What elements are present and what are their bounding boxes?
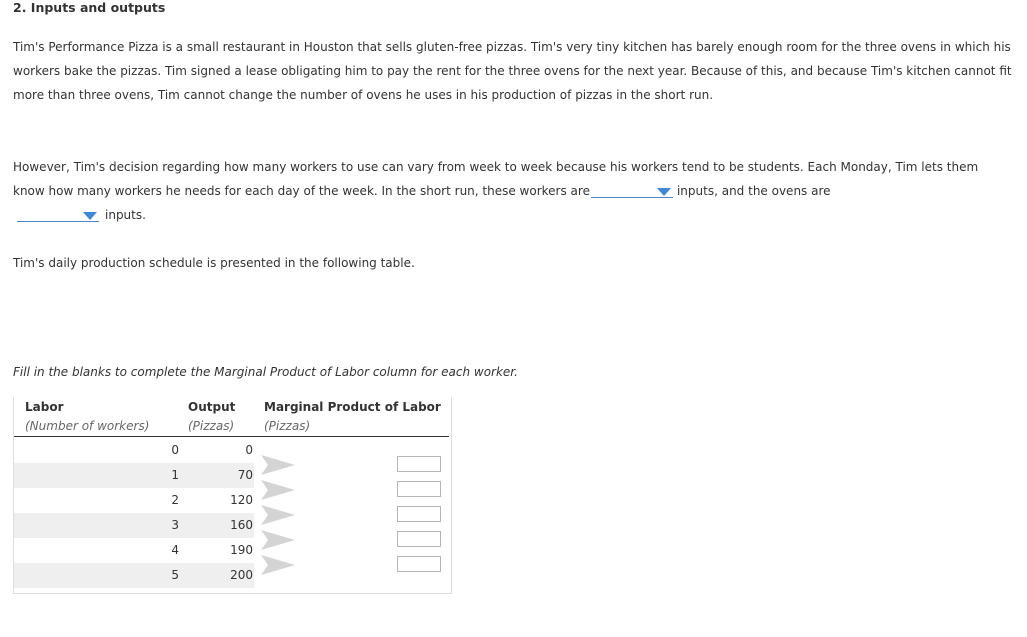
chevron-down-icon: [83, 212, 97, 220]
chevron-right-icon: [261, 480, 295, 500]
question-text-part1: However, Tim's decision regarding how many workers to use can vary from week to week because his workers tend to be students. Each Monday, Tim lets them know how many workers he needs for each day of the week. In the short run, these workers are: [13, 160, 979, 198]
output-header-label: Output: [188, 400, 236, 414]
output-cell: 200: [230, 568, 253, 582]
table-row: [14, 488, 254, 513]
instruction-text: Fill in the blanks to complete the Marginal Product of Labor column for each worker.: [13, 365, 518, 379]
mpl-input-worker-4[interactable]: [397, 531, 441, 547]
mpl-input-worker-5[interactable]: [397, 556, 441, 572]
labor-cell: 3: [171, 518, 179, 532]
table-row: [14, 513, 254, 538]
output-cell: 0: [245, 443, 253, 457]
output-cell: 160: [230, 518, 253, 532]
labor-cell: 0: [171, 443, 179, 457]
chevron-down-icon: [657, 188, 671, 196]
mpl-header: [264, 398, 441, 436]
labor-header-label: Labor: [25, 400, 64, 414]
chevron-right-icon: [261, 555, 295, 575]
mpl-header-label: Marginal Product of Labor: [264, 400, 441, 414]
chevron-right-icon: [261, 530, 295, 550]
mpl-input-worker-2[interactable]: [397, 481, 441, 497]
table-row: [14, 438, 254, 463]
labor-header-unit: (Number of workers): [25, 419, 150, 433]
labor-cell: 2: [171, 493, 179, 507]
ovens-input-type-dropdown[interactable]: [17, 207, 99, 222]
header-divider: [14, 436, 449, 437]
question-text-part3: inputs.: [105, 208, 146, 222]
chevron-right-icon: [261, 455, 295, 475]
question-text-part2: inputs, and the ovens are: [676, 184, 831, 198]
labor-header: [25, 398, 149, 436]
chevron-right-icon: [261, 505, 295, 525]
section-title: 2. Inputs and outputs: [13, 0, 166, 15]
mpl-input-worker-3[interactable]: [397, 506, 441, 522]
output-cell: 120: [230, 493, 253, 507]
table-intro-text: Tim's daily production schedule is presented in the following table.: [13, 256, 415, 270]
labor-cell: 1: [171, 468, 179, 482]
mpl-header-unit: (Pizzas): [264, 419, 311, 433]
workers-input-type-dropdown[interactable]: [591, 183, 673, 198]
inputs-question-paragraph: [13, 155, 1013, 227]
production-table: [13, 397, 452, 594]
output-cell: 190: [230, 543, 253, 557]
table-row: [14, 538, 254, 563]
mpl-input-worker-1[interactable]: [397, 456, 441, 472]
table-row: [14, 563, 254, 588]
mpl-chevron-arrows: [261, 455, 301, 580]
output-cell: 70: [237, 468, 253, 482]
scenario-paragraph: Tim's Performance Pizza is a small restaurant in Houston that sells gluten-free pizzas. Tim's very tiny kitchen has barely enough room for the three ovens in which his workers bake the pizzas. Tim signed a lease obligating him to pay the rent for the three ovens for the next year. Because of this, and because Tim's kitchen cannot fit more than three ovens, Tim cannot change the number of ovens he uses in his production of pizzas in the short run.: [13, 40, 1012, 102]
output-header-unit: (Pizzas): [188, 419, 235, 433]
labor-cell: 4: [171, 543, 179, 557]
labor-cell: 5: [171, 568, 179, 582]
output-header: [188, 398, 235, 436]
table-row: [14, 463, 254, 488]
